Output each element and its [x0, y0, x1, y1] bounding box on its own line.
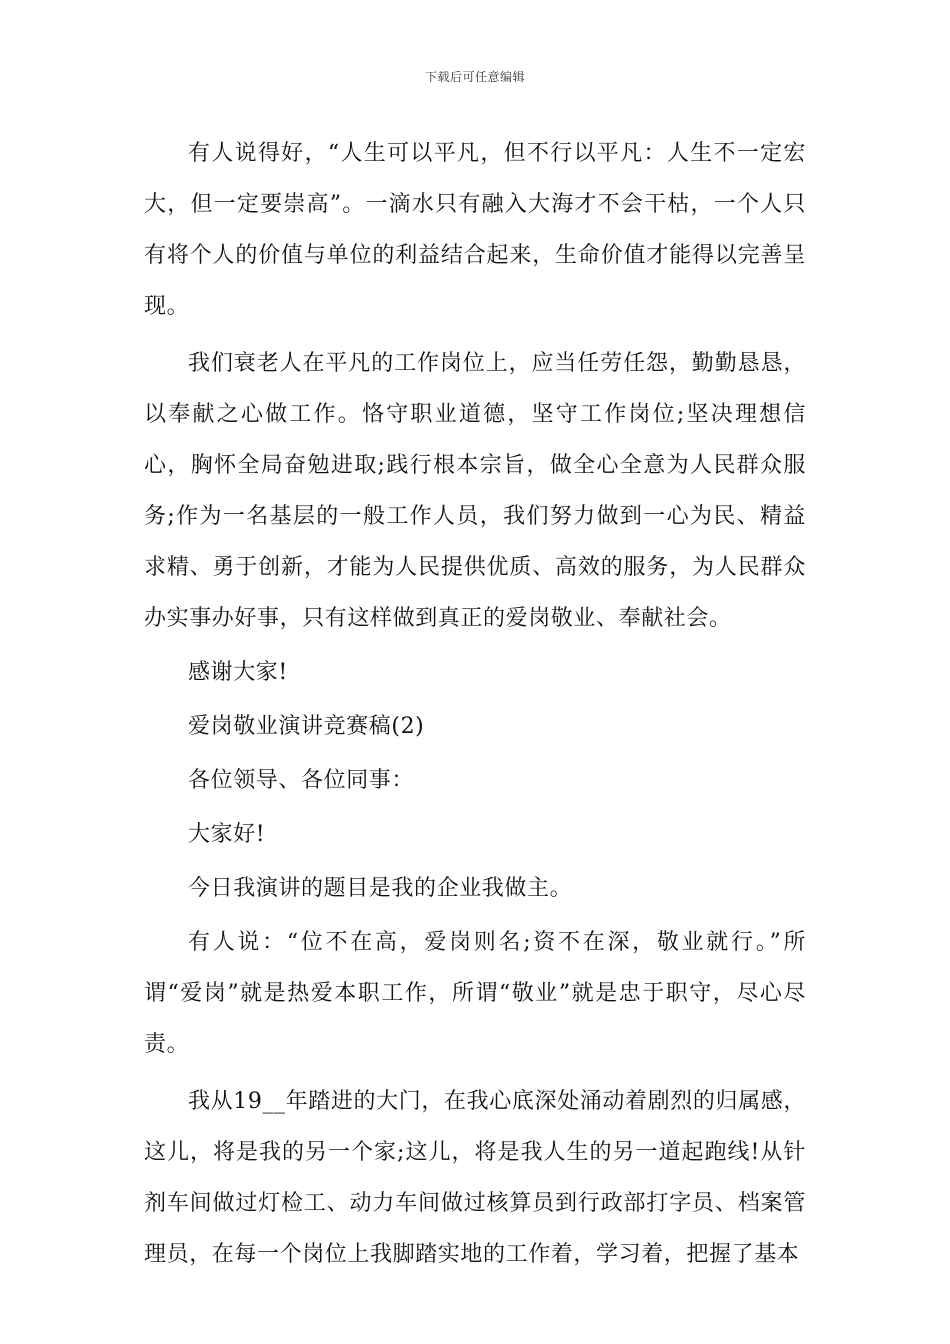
paragraph-2: 我们衰老人在平凡的工作岗位上，应当任劳任怨，勤勤恳恳，以奉献之心做工作。恪守职业道德，坚守工作岗位;坚决理想信心，胸怀全局奋勉进取;践行根本宗旨，做全心全意为人民群众服务;作为一名基层的一般工作人员，我们努力做到一心为民、精益求精、勇于创新，才能为人民提供优质、高效的服务，为人民群众办实事办好事，只有这样做到真正的爱岗敬业、奉献社会。: [144, 351, 806, 631]
paragraph-3: 有人说：“位不在高，爱岗则名;资不在深，敬业就行。”所谓“爱岗”就是热爱本职工作，所谓“敬业”就是忠于职守，尽心尽责。: [144, 930, 806, 1057]
speech-topic: 今日我演讲的题目是我的企业我做主。: [188, 876, 573, 901]
document-body: [144, 128, 806, 1280]
section-title: 爱岗敬业演讲竞赛稿(2): [188, 714, 425, 739]
paragraph-4: 我从19__年踏进的大门，在我心底深处涌动着剧烈的归属感，这儿，将是我的另一个家;这儿，将是我人生的另一道起跑线!从针剂车间做过灯检工、动力车间做过核算员到行政部打字员、档案管理员，在每一个岗位上我脚踏实地的工作着，学习着，把握了基本: [144, 1089, 806, 1267]
page-header: 下载后可任意编辑: [424, 70, 525, 84]
greeting: 大家好!: [188, 822, 266, 847]
salutation: 各位领导、各位同事：: [188, 768, 415, 793]
paragraph-1: 有人说得好，“人生可以平凡，但不行以平凡：人生不一定宏大，但一定要崇高”。一滴水只有融入大海才不会干枯，一个人只有将个人的价值与单位的利益结合起来，生命价值才能得以完善呈现。: [144, 141, 806, 319]
paragraph-thanks: 感谢大家!: [188, 660, 288, 685]
